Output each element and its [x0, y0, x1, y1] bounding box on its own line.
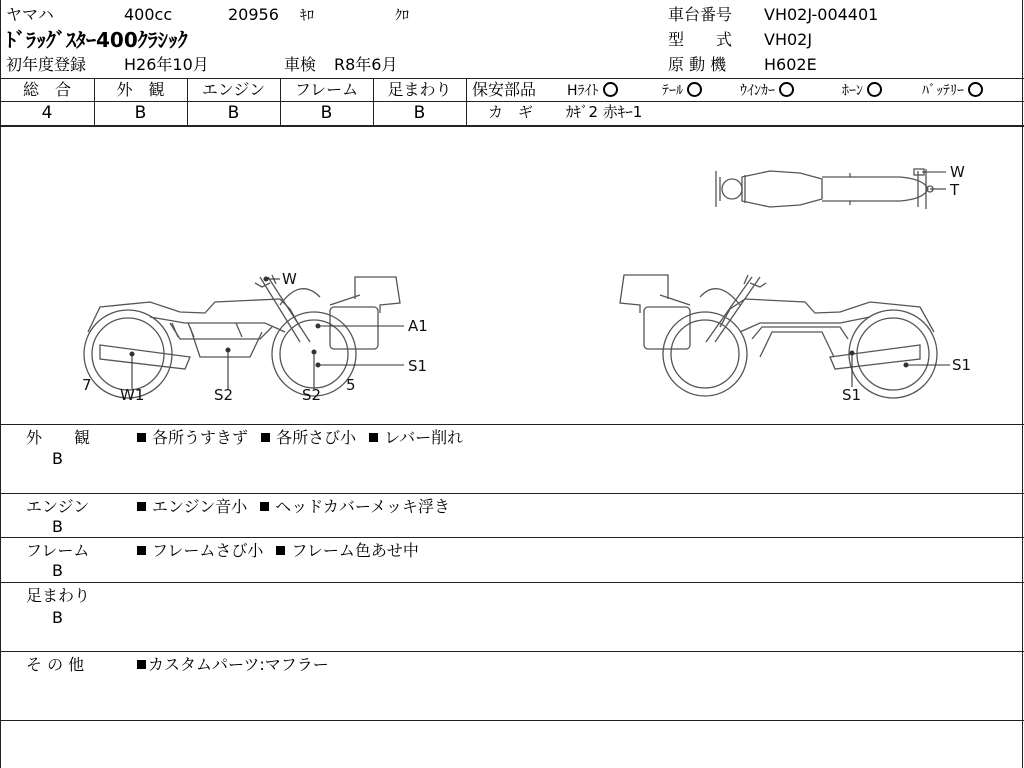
bullet-square-icon	[137, 502, 146, 511]
bullet-square-icon	[260, 502, 269, 511]
bullet-square-icon	[137, 433, 146, 442]
mark-right-s1a: S1	[952, 356, 972, 374]
right-side-bike-icon	[620, 275, 937, 398]
mark-left-w: W	[282, 270, 297, 288]
frame-no-label: 車台番号	[668, 5, 733, 24]
mark-left-5: 5	[346, 376, 356, 394]
note-other-label: そ の 他	[26, 655, 85, 674]
notes-rule-4	[0, 651, 1024, 652]
notes-rule-5	[0, 720, 1024, 721]
ok-circle-icon	[779, 82, 794, 97]
mark-right-s1b: S1	[842, 386, 862, 404]
color: ｸﾛ	[395, 8, 409, 24]
grade-total-value: 4	[41, 103, 53, 123]
bullet-square-icon	[369, 433, 378, 442]
notes-rule-2	[0, 537, 1024, 538]
grade-engine-value: B	[227, 103, 240, 123]
notes-rule-1	[0, 493, 1024, 494]
mark-left-w1: W1	[120, 386, 145, 404]
safety-mid-rule	[466, 101, 1024, 102]
note-frame-grade: B	[52, 561, 63, 580]
safety-taillight: ﾃｰﾙ	[662, 82, 702, 99]
engine-code: H602E	[764, 55, 817, 74]
note-other-items: カスタムパーツ:マフラー	[137, 656, 329, 674]
bullet-square-icon	[276, 546, 285, 555]
diagram-bottom-rule	[0, 424, 1024, 425]
grade-total-label: 総 合	[22, 80, 71, 99]
note-engine-label: エンジン	[26, 497, 90, 516]
grade-engine-label: エンジン	[201, 80, 266, 99]
inspection-label: 車検	[284, 55, 317, 74]
bullet-square-icon	[261, 433, 270, 442]
grade-frame-label: フレーム	[294, 80, 359, 99]
safety-battery: ﾊﾞｯﾃﾘｰ	[922, 82, 983, 99]
key-value: ｶｷﾞ2 赤ｷｰ1	[566, 103, 643, 121]
displacement: 400cc	[124, 5, 173, 24]
top-view-bike-icon	[716, 169, 933, 209]
grade-suspension-value: B	[413, 103, 426, 123]
mark-left-s2a: S2	[214, 386, 234, 404]
notes-rule-3	[0, 582, 1024, 583]
inspection-date: R8年6月	[334, 55, 398, 74]
safety-headlight: Hﾗｲﾄ	[567, 82, 618, 99]
ok-circle-icon	[867, 82, 882, 97]
grade-frame-value: B	[320, 103, 333, 123]
note-exterior-label: 外 観	[26, 428, 91, 447]
ok-circle-icon	[603, 82, 618, 97]
note-suspension-grade: B	[52, 608, 63, 627]
note-engine-grade: B	[52, 517, 63, 536]
model-label: 型 式	[668, 30, 733, 49]
note-exterior-items: 各所うすきず 各所さび小 レバー削れ	[137, 429, 463, 447]
bullet-square-icon	[137, 546, 146, 555]
grade-mid-rule	[0, 101, 466, 102]
mark-left-s1: S1	[408, 357, 428, 375]
first-registration-label: 初年度登録	[6, 55, 87, 74]
safety-winker: ｳｲﾝｶｰ	[740, 82, 794, 99]
safety-label: 保安部品	[472, 80, 537, 99]
key-label: カ ギ	[488, 103, 534, 121]
note-suspension-label: 足まわり	[26, 586, 91, 605]
bullet-square-icon	[137, 660, 146, 669]
maker: ヤマハ	[6, 5, 54, 24]
model-name: ﾄﾞﾗｯｸﾞｽﾀｰ400ｸﾗｼｯｸ	[6, 28, 188, 52]
grade-exterior-label: 外 観	[116, 80, 165, 99]
note-frame-items: フレームさび小 フレーム色あせ中	[137, 542, 419, 560]
motorcycle-diagram	[0, 127, 1024, 424]
mark-left-s2b: S2	[302, 386, 322, 404]
mark-top-w: W	[950, 163, 965, 181]
mileage-unit: ｷﾛ	[300, 8, 314, 24]
model-code: VH02J	[764, 30, 813, 49]
mark-left-a1: A1	[408, 317, 428, 335]
mark-top-t: T	[950, 181, 960, 199]
grade-suspension-label: 足まわり	[387, 80, 452, 99]
first-registration: H26年10月	[124, 55, 209, 74]
grade-exterior-value: B	[134, 103, 147, 123]
note-engine-items: エンジン音小 ヘッドカバーメッキ浮き	[137, 498, 450, 516]
grade-top-rule	[0, 78, 1024, 79]
safety-horn: ﾎｰﾝ	[842, 82, 882, 99]
note-frame-label: フレーム	[26, 541, 90, 560]
engine-label: 原 動 機	[668, 55, 727, 74]
mileage: 20956	[228, 5, 279, 24]
ok-circle-icon	[968, 82, 983, 97]
grade-sep-5	[466, 78, 467, 126]
note-exterior-grade: B	[52, 449, 63, 468]
mark-left-7: 7	[82, 376, 92, 394]
frame-no: VH02J-004401	[764, 5, 879, 24]
ok-circle-icon	[687, 82, 702, 97]
